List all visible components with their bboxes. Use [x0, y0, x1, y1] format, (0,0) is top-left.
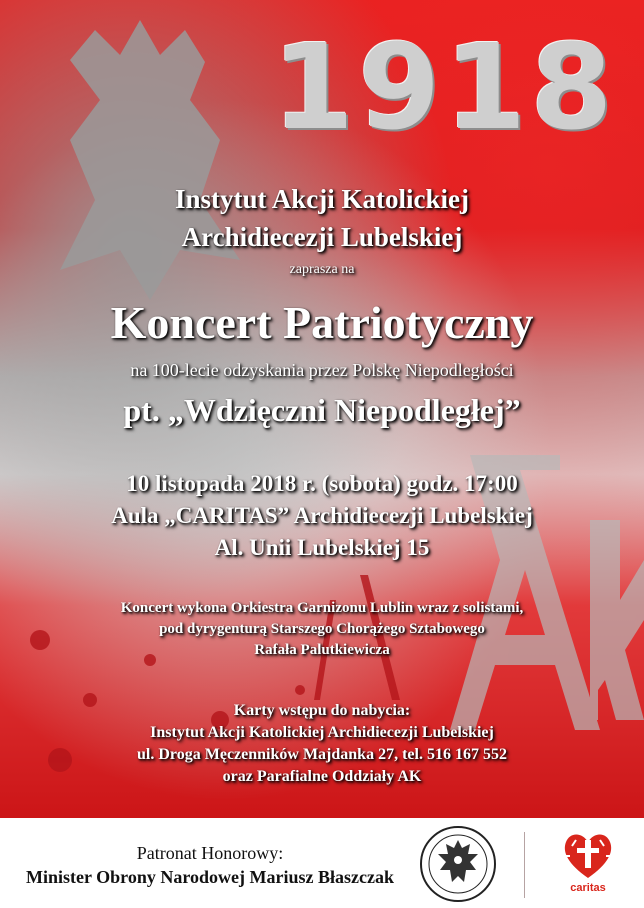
organizer-name [0, 180, 644, 256]
performer-info [0, 598, 644, 661]
event-title: Koncert Patriotyczny [110, 297, 534, 348]
event-address: Al. Unii Lubelskiej 15 [214, 535, 430, 560]
organizer-line-1: Instytut Akcji Katolickiej [175, 184, 469, 214]
performer-line-2: pod dyrygenturą Starszego Chorążego Sztabowego [159, 621, 485, 637]
patronage-label: Patronat Honorowy: [136, 843, 284, 863]
performer-line-3: Rafała Palutkiewicza [254, 642, 390, 658]
caritas-logo [558, 826, 618, 902]
ticket-heading: Karty wstępu do nabycia: [233, 702, 411, 719]
event-name: pt. „Wdzięczni Niepodległej” [123, 392, 521, 428]
footer-divider [524, 832, 525, 898]
eagle-silhouette-icon [60, 20, 240, 300]
ticket-line-2: ul. Droga Męczenników Majdanka 27, tel. 516 167 552 [137, 746, 507, 763]
patronage-footer [0, 818, 644, 908]
ministry-eagle-emblem-icon [418, 824, 498, 904]
performer-line-1: Koncert wykona Orkiestra Garnizonu Lublin wraz z solistami, [120, 600, 524, 616]
event-details [0, 468, 644, 564]
ticket-info [0, 700, 644, 788]
event-subtitle: na 100-lecie odzyskania przez Polskę Niepodległości [130, 360, 514, 380]
organizer-line-2: Archidiecezji Lubelskiej [181, 222, 463, 252]
caritas-label: caritas [570, 882, 606, 894]
patronage-name: Minister Obrony Narodowej Mariusz Błaszczak [26, 867, 394, 887]
ticket-line-1: Instytut Akcji Katolickiej Archidiecezji Lubelskiej [150, 724, 494, 741]
year-heading: 1918 [272, 18, 617, 156]
caritas-heart-cross-icon [558, 826, 618, 882]
invites-text: zaprasza na [289, 262, 355, 277]
event-venue: Aula „CARITAS” Archidiecezji Lubelskiej [111, 503, 533, 528]
event-date: 10 listopada 2018 r. (sobota) godz. 17:00 [126, 471, 518, 496]
ticket-line-3: oraz Parafialne Oddziały AK [222, 768, 422, 785]
